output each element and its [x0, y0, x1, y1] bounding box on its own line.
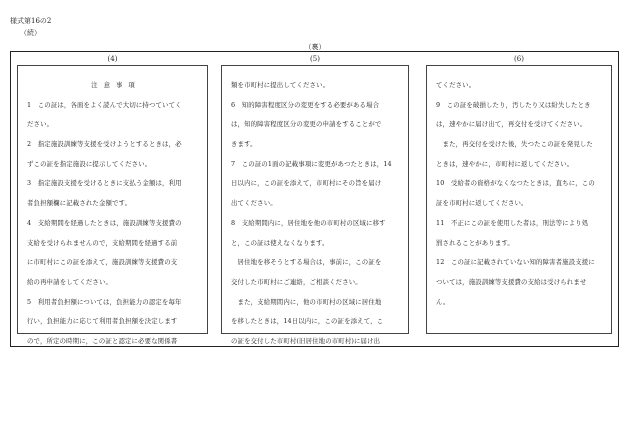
column-number: (6) [514, 55, 524, 63]
continued-label: （続） [20, 29, 41, 37]
text-line: 2 指定施設訓練等支援を受けようとするときは，必 [27, 140, 182, 149]
text-line: ときは，速やかに，市町村に返してください。 [436, 159, 574, 168]
text-line: 6 知的障害程度区分の変更をする必要がある場合 [231, 100, 380, 109]
text-line: と，この証は使えなくなります。 [231, 238, 329, 247]
column-number: (4) [107, 55, 118, 63]
text-line: また，支給期間内に，他の市町村の区域に居住地 [231, 297, 382, 306]
notice-box [17, 65, 208, 345]
text-line: 11 不正にこの証を使用した者は，刑法等により処 [436, 218, 589, 227]
column-number: (5) [310, 55, 320, 63]
back-side-label: （裏） [304, 43, 326, 51]
column-4 [17, 55, 208, 345]
text-line: 支給を受けられませんので，支給期間を経過する前 [27, 238, 178, 247]
text-line: は，速やかに届け出て，再交付を受けてください。 [436, 120, 587, 129]
text-line: 9 この証を破損したり，汚したり又は紛失したとき [436, 100, 591, 109]
text-line: 3 指定施設支援を受けるときに支払う金額は，利用 [27, 179, 182, 188]
text-line: 8 支給期間内に，居住地を他の市町村の区域に移す [231, 218, 386, 227]
column-5 [221, 55, 409, 345]
text-line: 給の再申請をしてください。 [27, 277, 113, 286]
text-line: 居住地を移そうとする場合は，事前に，この証を [231, 258, 382, 267]
text-line: 行い，負担能力に応じて利用者負担額を決定します [27, 317, 178, 326]
text-line: を移したときは，14日以内に，この証を添えて，こ [231, 317, 384, 326]
notice-title: 注 意 事 項 [91, 81, 137, 89]
text-line: ん。 [436, 297, 450, 306]
notice-box [221, 65, 409, 345]
text-line: ずこの証を指定施設に提示してください。 [27, 159, 152, 168]
column-6 [426, 55, 612, 334]
text-line: ださい。 [27, 120, 54, 129]
text-line: 10 受給者の資格がなくなつたときは，直ちに，この [436, 179, 595, 188]
text-line: に市町村にこの証を添えて，施設訓練等支援費の支 [27, 258, 178, 267]
text-line: 出てください。 [231, 199, 277, 208]
text-line: 5 利用者負担額については，負担能力の認定を毎年 [27, 297, 182, 306]
form-number: 様式第16の2 [10, 17, 52, 25]
text-line: の証を交付した市町村(旧居住地の市町村)に届け出 [231, 336, 381, 345]
text-line: てください。 [436, 81, 476, 89]
text-line: 類を市町村に提出してください。 [231, 81, 330, 89]
text-line: 証を市町村に返してください。 [436, 199, 528, 208]
text-line: 罰されることがあります。 [436, 238, 514, 247]
text-line: ついては，施設訓練等支援費の支給は受けられませ [436, 277, 587, 286]
text-line: また，再交付を受けた後，失つたこの証を発見した [436, 140, 593, 149]
text-line: は，知的障害程度区分の変更の申請をすることがで [231, 120, 382, 129]
text-line: 7 この証の1面の記載事項に変更があつたときは，14 [231, 159, 392, 168]
text-line: きます。 [231, 140, 257, 149]
text-line: 交付した市町村にご連絡，ご相談ください。 [231, 277, 362, 286]
text-line: 者負担額欄に記載された金額です。 [27, 199, 132, 208]
text-line: 12 この証に記載されていない知的障害者施設支援に [436, 258, 595, 267]
notice-box [426, 65, 612, 334]
text-line: 1 この証は，各面をよく読んで大切に持つていてく [27, 100, 182, 109]
text-line: 4 支給期間を経過したときは，施設訓練等支援費の [27, 218, 182, 227]
text-line: 日以内に，この証を添えて，市町村にその旨を届け [231, 179, 382, 188]
text-line: ので，所定の時期に，この証と認定に必要な関係書 [27, 336, 178, 345]
